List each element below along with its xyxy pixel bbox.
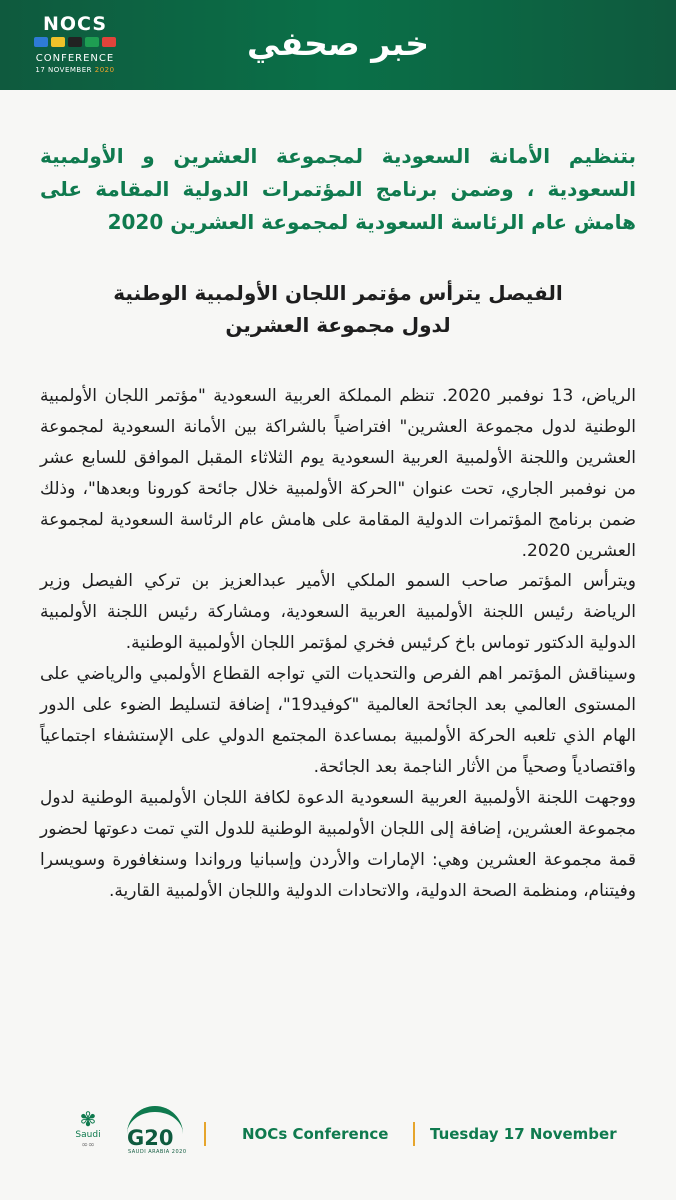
logo-date-year: 2020 <box>94 66 115 74</box>
footer-date: Tuesday 17 November <box>430 1125 617 1143</box>
g20-logo <box>125 1106 187 1158</box>
footer-conference-name: NOCs Conference <box>242 1125 389 1143</box>
olympic-rings-icon: ∞∞ <box>81 1140 95 1149</box>
intro-paragraph: بتنظيم الأمانة السعودية لمجموعة العشرين و الأولمبية السعودية ، وضمن برنامج المؤتمرات الدولية المقامة على هامش عام الرئاسة السعودية لمجموعة العشرين 2020 <box>40 144 636 234</box>
body-paragraph: ويترأس المؤتمر صاحب السمو الملكي الأمير عبدالعزيز بن تركي الفيصل وزير الرياضة رئيس اللجنة الأولمبية العربية السعودية، ومشاركة رئيس اللجنة الأولمبية الدولية الدكتور توماس باخ كرئيس فخري لمؤتمر اللجان الأولمبية الوطنية. <box>40 571 636 654</box>
logo-conference-text: CONFERENCE <box>35 53 115 64</box>
g20-text: G20 <box>127 1126 174 1150</box>
logo-nocs-text: NOCS <box>42 13 108 35</box>
headline-line-1: الفيصل يترأس مؤتمر اللجان الأولمبية الوطنية <box>113 281 563 305</box>
header-banner <box>0 0 676 90</box>
body-paragraph: الرياض، 13 نوفمبر 2020. تنظم المملكة العربية السعودية "مؤتمر اللجان الأولمبية الوطنية لدول مجموعة العشرين" افتراضياً بالشراكة بين الأمانة السعودية لمجموعة العشرين واللجنة الأولمبية العربية السعودية يوم الثلاثاء المقبل الموافق للسابع عشر من نوفمبر الجاري، تحت عنوان "الحركة الأولمبية خلال جائحة كورونا وبعدها"، وذلك ضمن برنامج المؤتمرات الدولية المقامة على هامش عام الرئاسة السعودية لمجموعة العشرين 2020. <box>40 386 637 561</box>
footer-separator <box>413 1122 415 1146</box>
footer-separator <box>204 1122 206 1146</box>
logo-date-day: 17 NOVEMBER <box>35 66 93 74</box>
footer <box>0 1100 676 1170</box>
page-title: خبر صحفي <box>246 24 430 63</box>
body-paragraph: ووجهت اللجنة الأولمبية العربية السعودية الدعوة لكافة اللجان الأولمبية الوطنية لدول مجموعة العشرين، إضافة إلى اللجان الأولمبية الوطنية للدول التي تمت دعوتها لحضور قمة مجموعة العشرين وهي: الإمارات والأردن وإسبانيا ورواندا وسنغافورة وسويسرا وفيتنام، ومنظمة الصحة الدولية، والاتحادات الدولية واللجان الأولمبية القارية. <box>40 787 636 901</box>
body-paragraph: وسيناقش المؤتمر اهم الفرص والتحديات التي تواجه القطاع الأولمبي والرياضي على المستوى العالمي بعد الجائحة العالمية "كوفيد19"، إضافة لتسليط الضوء على الدور الهام الذي تلعبه الحركة الأولمبية بمساعدة المجتمع الدولي على الإستشفاء اجتماعياً واقتصادياً وصحياً من الأثار الناجمة بعد الجائحة. <box>40 664 636 777</box>
body-text <box>40 381 636 906</box>
g20-subtext: SAUDI ARABIA 2020 <box>128 1149 187 1155</box>
saudi-olympic-logo <box>70 1108 106 1158</box>
headline-line-2: لدول مجموعة العشرين <box>225 313 451 337</box>
palm-swords-icon: ✾ <box>79 1107 97 1131</box>
headline <box>40 277 636 341</box>
saudi-wordmark: Saudi <box>75 1130 101 1140</box>
press-release-content <box>40 140 636 906</box>
